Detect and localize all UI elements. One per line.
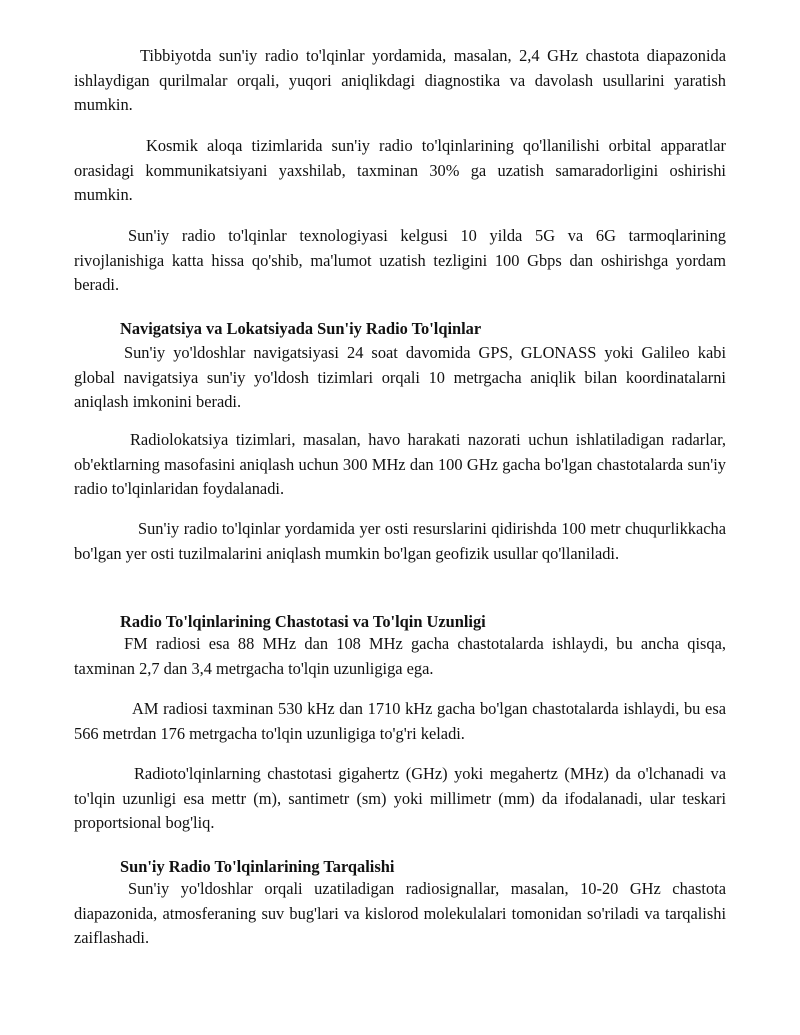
paragraph-frequency-units: Radioto'lqinlarning chastotasi gigahertz (GHz) yoki megahertz (MHz) da o'lchanadi va to'lqin uzunligi esa mettr (m), santimetr (sm) yoki millimetr (mm) da ifodalanadi, ular teskari proportsional bog'liq. — [74, 764, 726, 832]
paragraph-satellite-navigation: Sun'iy yo'ldoshlar navigatsiyasi 24 soat davomida GPS, GLONASS yoki Galileo kabi global navigatsiya sun'iy yo'ldosh tizimlari orqali 10 metrgacha aniqlik bilan koordinatalarni aniqlash imkonini beradi. — [74, 343, 726, 411]
paragraph-space-communication: Kosmik aloqa tizimlarida sun'iy radio to'lqinlarining qo'llanilishi orbital apparatlar orasidagi kommunikatsiyani yaxshilab, taxminan 30% ga uzatish samaradorligini oshirishi mumkin. — [74, 136, 726, 204]
paragraph-geophysics: Sun'iy radio to'lqinlar yordamida yer osti resurslarini qidirishda 100 metr chuqurlikkacha bo'lgan yer osti tuzilmalarini aniqlash mumkin bo'lgan geofizik usullar qo'llaniladi. — [74, 519, 726, 563]
paragraph-signal-absorption: Sun'iy yo'ldoshlar orqali uzatiladigan radiosignallar, masalan, 10-20 GHz chastota diapazonida, atmosferaning suv bug'lari va kislorod molekulalari tomonidan so'riladi va tarqalishi zaiflashadi. — [74, 879, 726, 947]
paragraph-radiolocation: Radiolokatsiya tizimlari, masalan, havo harakati nazorati uchun ishlatiladigan radarlar, ob'ektlarning masofasini aniqlash uchun 300 MHz dan 100 GHz gacha bo'lgan chastotalarda sun'iy radio to'lqinlaridan foydalanadi. — [74, 430, 726, 498]
section-heading-propagation: Sun'iy Radio To'lqinlarining Tarqalishi — [120, 857, 395, 876]
paragraph-am-radio: AM radiosi taxminan 530 kHz dan 1710 kHz gacha bo'lgan chastotalarda ishlaydi, bu esa 566 metrdan 176 metrgacha to'lqin uzunligiga to'g'ri keladi. — [74, 699, 726, 743]
section-heading-frequency: Radio To'lqinlarining Chastotasi va To'lqin Uzunligi — [120, 612, 486, 631]
paragraph-fm-radio: FM radiosi esa 88 MHz dan 108 MHz gacha chastotalarda ishlaydi, bu ancha qisqa, taxminan 2,7 dan 3,4 metrgacha to'lqin uzunligiga ega. — [74, 634, 726, 678]
section-heading-navigation: Navigatsiya va Lokatsiyada Sun'iy Radio To'lqinlar — [120, 319, 482, 338]
paragraph-medicine: Tibbiyotda sun'iy radio to'lqinlar yordamida, masalan, 2,4 GHz chastota diapazonida ishlaydigan qurilmalar orqali, yuqori aniqlikdagi diagnostika va davolash usullarini yaratish mumkin. — [74, 46, 726, 114]
paragraph-5g-6g: Sun'iy radio to'lqinlar texnologiyasi kelgusi 10 yilda 5G va 6G tarmoqlarining rivojlanishiga katta hissa qo'shib, ma'lumot uzatish tezligini 100 Gbps dan oshirishga yordam beradi. — [74, 226, 726, 294]
